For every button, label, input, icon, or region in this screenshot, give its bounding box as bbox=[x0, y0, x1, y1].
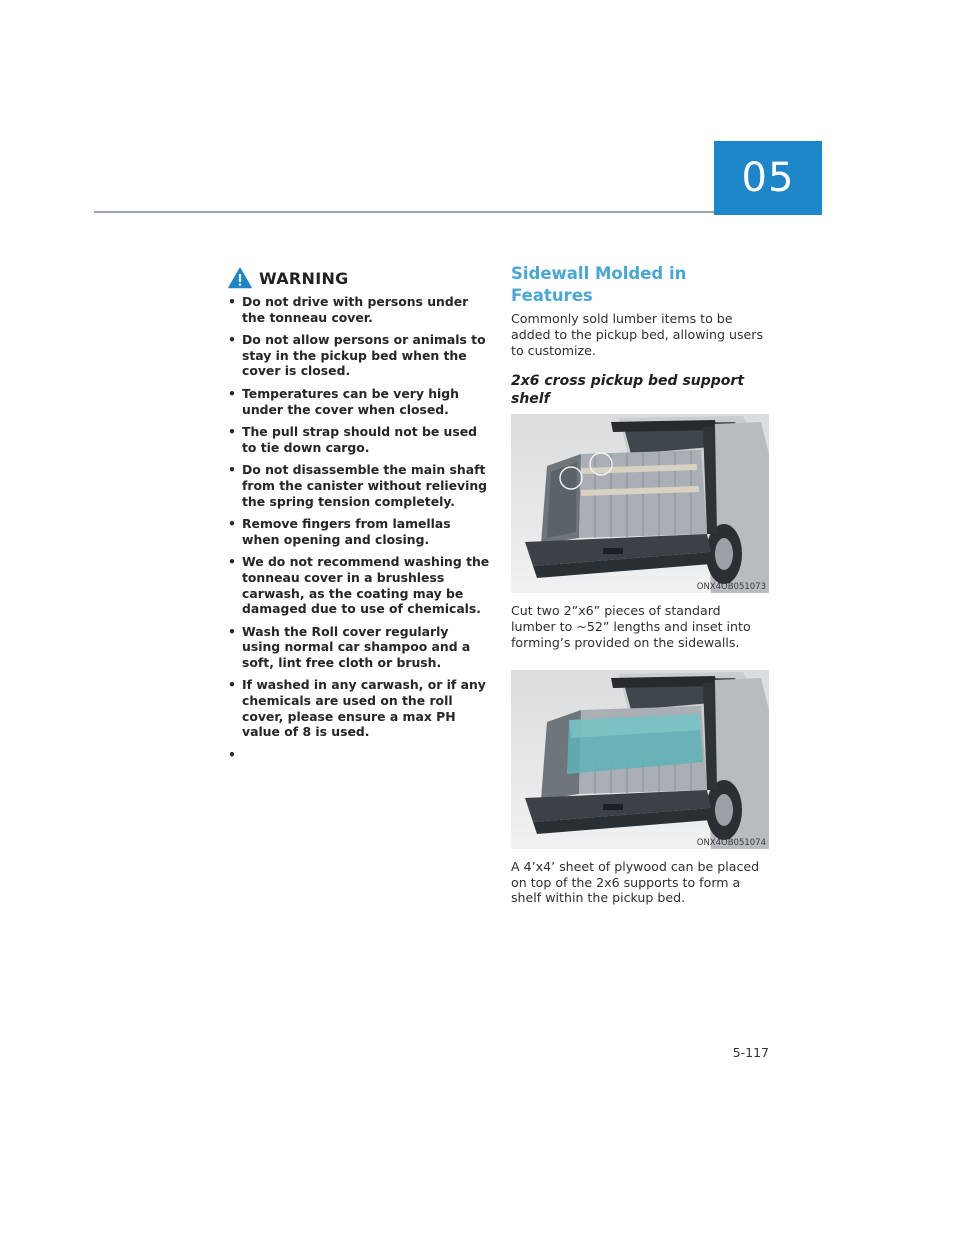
warning-item: • If washed in any carwash, or if any chemicals are used on the roll cover, please ensure a max PH value of 8 is used. bbox=[228, 677, 486, 740]
warning-item: • We do not recommend washing the tonneau cover in a brushless carwash, as the coating may be damaged due to use of chemicals. bbox=[228, 554, 490, 617]
figure-bed-support bbox=[511, 414, 769, 593]
chapter-number: 05 bbox=[741, 155, 795, 201]
warning-item: • Remove fingers from lamellas when opening and closing. bbox=[228, 516, 451, 547]
chapter-tab bbox=[714, 141, 822, 215]
warning-item: • Temperatures can be very high under the cover when closed. bbox=[228, 385, 459, 417]
section-intro: Commonly sold lumber items to be added to the pickup bed, allowing users to customize. bbox=[511, 311, 764, 358]
warning-item: • Wash the Roll cover regularly using normal car shampoo and a soft, lint free cloth or brush. bbox=[228, 623, 471, 670]
figure-caption: Cut two 2”x6” pieces of standard lumber to ~52” lengths and inset into forming’s provided on the sidewalls. bbox=[511, 603, 751, 650]
warning-title: WARNING bbox=[259, 268, 349, 288]
warning-list: • Do not drive with persons under the tonneau cover. • Do not allow persons or animals to stay in the pickup bed when the cover is closed. • Temperatures can be very high under the cover when closed. • The pull strap should not be used to tie down cargo. • Do not disassemble the main shaft from the canister without relieving the spring tension completely. • Remove fingers from lamellas when opening and closing. • We do not recommend washing the tonneau cover in a brushless carwash, as the coating may be damaged due to use of chemicals. • Wash the Roll cover regularly using normal car shampoo and a soft, lint free cloth or brush. • If washed in any carwash, or if any chemicals are used on the roll cover, please ensure a max PH value of 8 is used. • bbox=[228, 294, 490, 762]
warning-item: • Do not drive with persons under the tonneau cover. bbox=[228, 294, 469, 325]
figure-caption: A 4’x4’ sheet of plywood can be placed on top of the 2x6 supports to form a shelf within the pickup bed. bbox=[511, 858, 760, 906]
figure-plywood-shelf bbox=[511, 670, 769, 849]
truck-bed-illustration bbox=[511, 414, 769, 593]
warning-item: • Do not disassemble the main shaft from the canister without relieving the spring tension completely. bbox=[228, 462, 488, 509]
warning-triangle-icon bbox=[228, 267, 252, 289]
truck-bed-plywood-illustration bbox=[511, 670, 769, 849]
figure-code: ONX4OB051073 bbox=[696, 582, 766, 593]
warning-item: • The pull strap should not be used to tie down cargo. bbox=[228, 424, 478, 455]
header-rule bbox=[94, 211, 714, 213]
figure-code: ONX4OB051074 bbox=[696, 837, 766, 848]
section-title: Sidewall Molded in Features bbox=[511, 264, 687, 305]
page-number: 5-117 bbox=[732, 1045, 769, 1060]
subsection-title: 2x6 cross pickup bed support shelf bbox=[511, 373, 745, 408]
warning-heading bbox=[228, 265, 349, 291]
right-column bbox=[511, 263, 769, 906]
warning-item: • Do not allow persons or animals to stay in the pickup bed when the cover is closed. bbox=[228, 332, 486, 379]
